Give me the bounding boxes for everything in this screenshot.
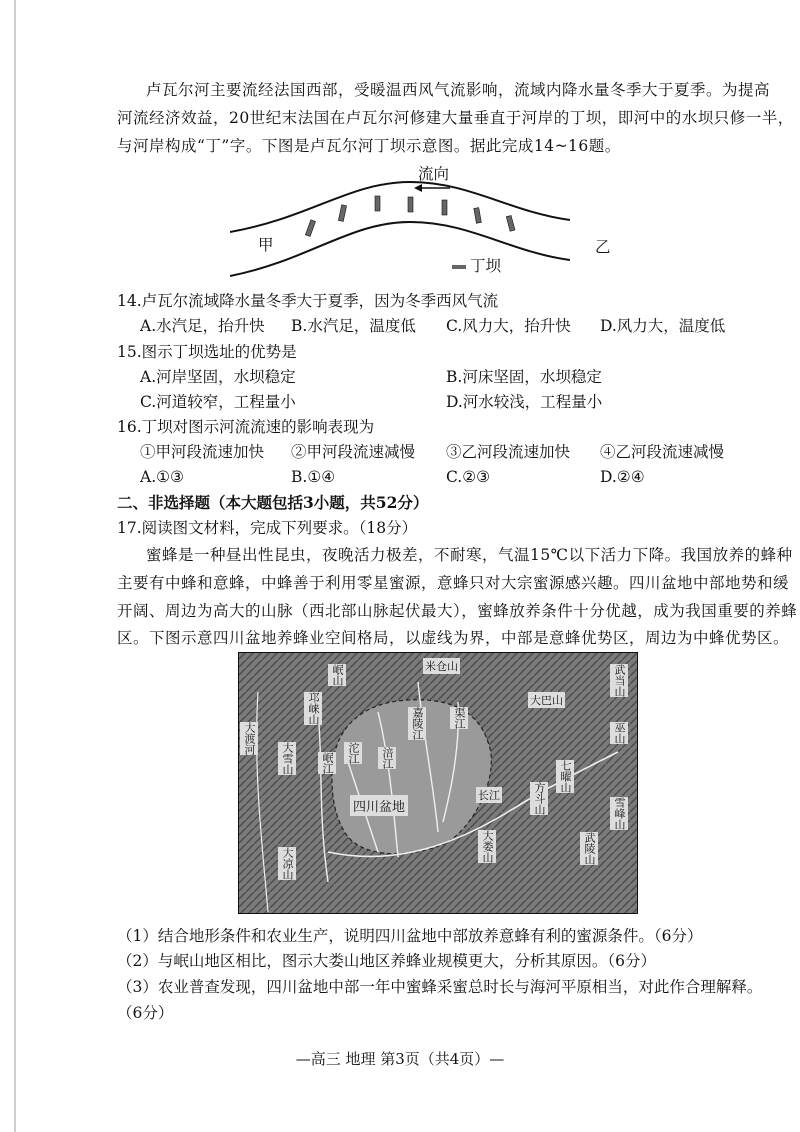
q15-option-c[interactable]: C.河道较窄，工程量小 [140,393,296,411]
intro-line-2: 河流经济效益，20世纪末法国在卢瓦尔河修建大量垂直于河岸的丁坝，即河中的水坝只修一半， [117,109,794,127]
q16-statement-4: ④乙河段流速减慢 [600,443,725,461]
q14-option-a[interactable]: A.水汽足，抬升快 [140,317,265,335]
map-label-changjiang: 长江 [478,789,500,802]
map-label-fujiang: 涪江 [378,747,396,769]
yi-label: 乙 [595,238,611,256]
map-label-wulingshan: 武陵山 [580,832,598,865]
q15-option-b[interactable]: B.河床坚固，水坝稳定 [446,368,602,386]
intro-line-1: 卢瓦尔河主要流经法国西部，受暖温西风气流影响，流域内降水量冬季大于夏季。为提高 [146,81,771,99]
map-label-dabashan: 大巴山 [530,694,563,707]
groyne-diagram [230,160,570,280]
q16-option-a[interactable]: A.①③ [140,468,184,486]
map-label-tuojiang: 沱江 [344,742,362,764]
q16-statement-3: ③乙河段流速加快 [446,443,571,461]
map-label-jialingjiang: 嘉陵江 [408,707,426,740]
q16-stem: 16.丁坝对图示河流流速的影响表现为 [117,418,375,436]
q17-para-1: 蜜蜂是一种昼出性昆虫，夜晚活力极差，不耐寒，气温15℃以下活力下降。我国放养的蜂种 [146,546,793,564]
q14-option-b[interactable]: B.水汽足，温度低 [291,317,416,335]
q16-option-c[interactable]: C.②③ [446,468,491,486]
q14-stem: 14.卢瓦尔流域降水量冬季大于夏季，因为冬季西风气流 [117,292,499,310]
q16-statement-1: ①甲河段流速加快 [140,443,265,461]
map-label-micangshan: 米仓山 [425,660,458,673]
q16-statement-2: ②甲河段流速减慢 [291,443,416,461]
map-label-daduhe: 大渡河 [240,722,258,755]
q16-option-d[interactable]: D.②④ [600,468,645,486]
flow-arrowhead [414,184,422,192]
map-label-daxueshan: 大雪山 [278,742,296,775]
map-label-minjiang: 岷江 [318,752,336,774]
river-upper-bank [230,182,570,232]
flow-label: 流向 [418,165,450,183]
q17-sub-2: （2）与岷山地区相比，图示大娄山地区养蜂业规模更大，分析其原因。（6分） [117,952,656,970]
q17-sub-1: （1）结合地形条件和农业生产，说明四川盆地中部放养意蜂有利的蜜源条件。（6分） [117,927,703,945]
map-label-daloushan: 大娄山 [478,830,496,863]
intro-line-3: 与河岸构成“丁”字。下图是卢瓦尔河丁坝示意图。据此完成14~16题。 [117,137,621,155]
river-lower-bank [230,222,570,276]
q17-para-2: 主要有中蜂和意蜂，中蜂善于利用零星蜜源，意蜂只对大宗蜜源感兴趣。四川盆地中部地势和缓 [117,574,790,592]
section-heading: 二、非选择题（本大题包括3小题，共52分） [117,493,429,512]
map-label-minshan: 岷山 [328,664,346,686]
page-footer: —高三 地理 第3页（共4页）— [295,1050,505,1068]
groyne-marks [305,196,515,237]
map-label-qionglaishan: 邛崃山 [304,692,322,725]
map-labels [238,652,638,914]
map-label-daliangshan: 大凉山 [278,847,296,880]
legend-groyne-mark [452,265,466,269]
map-label-qiyaoshan: 七曜山 [556,760,574,793]
q14-option-c[interactable]: C.风力大，抬升快 [446,317,571,335]
jia-label: 甲 [258,236,274,254]
scan-edge [14,0,16,1132]
map-label-qujiang: 渠江 [450,707,468,729]
q17-para-4: 区。下图示意四川盆地养蜂业空间格局，以虚线为界，中部是意蜂优势区，周边为中蜂优势区。 [117,629,790,647]
q17-stem: 17.阅读图文材料，完成下列要求。（18分） [117,519,418,537]
map-label-sichuan-basin: 四川盆地 [350,795,408,816]
q17-para-3: 开阔、周边为高大的山脉（西北部山脉起伏最大），蜜蜂放养条件十分优越，成为我国重要的养蜂 [117,602,798,620]
q16-option-b[interactable]: B.①④ [291,468,336,486]
map-label-fangdoushan: 方斗山 [530,782,548,815]
q15-option-a[interactable]: A.河岸坚固，水坝稳定 [140,368,296,386]
map-label-wushan: 巫山 [610,722,628,744]
legend-label: 丁坝 [470,257,502,275]
map-label-xuefengshan: 雪峰山 [610,797,628,830]
map-label-wudangshan: 武当山 [610,664,628,697]
q15-stem: 15.图示丁坝选址的优势是 [117,343,297,361]
q17-sub-3-points: （6分） [117,1004,174,1022]
q15-option-d[interactable]: D.河水较浅，工程量小 [446,393,603,411]
q17-sub-3: （3）农业普查发现，四川盆地中部一年中蜜蜂采蜜总时长与海河平原相当，对此作合理解释。 [117,978,763,996]
q14-option-d[interactable]: D.风力大，温度低 [600,317,726,335]
